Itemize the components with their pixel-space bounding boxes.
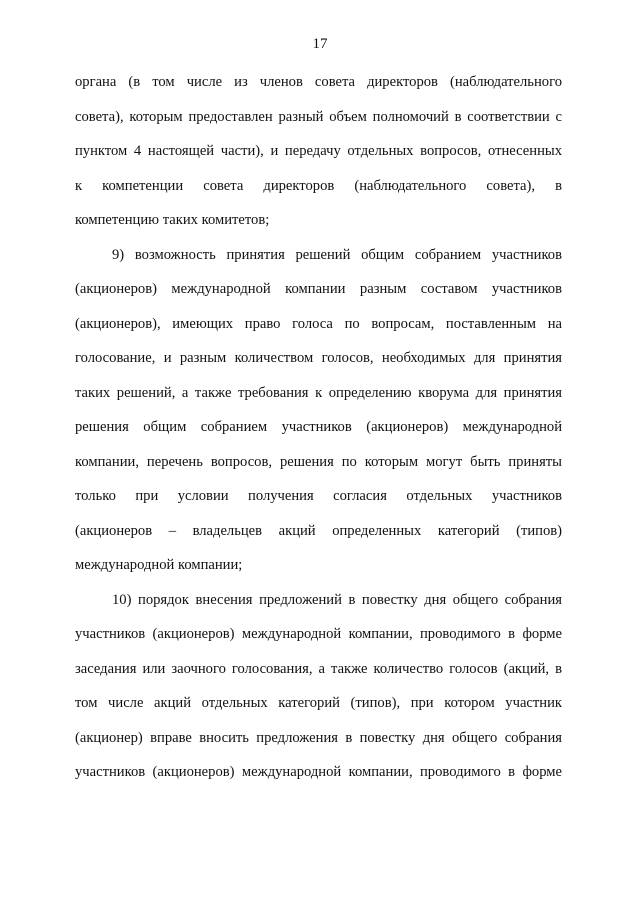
text-line: участников (акционеров) международной компании, проводимого в форме [75, 626, 562, 642]
text-line: том числе акций отдельных категорий (типов), при котором участник [75, 695, 562, 711]
text-line: (акционеров), имеющих право голоса по вопросам, поставленным на [75, 315, 562, 332]
text-line: (акционер) вправе вносить предложения в повестку дня общего собрания [75, 729, 562, 746]
text-line: компании, перечень вопросов, решения по которым могут быть приняты [75, 453, 562, 470]
text-line: 10) порядок внесения предложений в повестку дня общего собрания [112, 591, 562, 608]
text-line: только при условии получения согласия отдельных участников [75, 488, 562, 504]
text-line: компетенцию таких комитетов; [75, 212, 270, 228]
text-line: 9) возможность принятия решений общим собранием участников [112, 246, 562, 263]
text-line: к компетенции совета директоров (наблюдательного совета), в [75, 177, 562, 194]
text-line: заседания или заочного голосования, а также количество голосов (акций, в [75, 660, 562, 677]
text-line: пунктом 4 настоящей части), и передачу отдельных вопросов, отнесенных [75, 143, 562, 159]
text-line: голосование, и разным количеством голосов, необходимых для принятия [75, 350, 562, 366]
text-line: таких решений, а также требования к определению кворума для принятия [75, 384, 562, 401]
paragraph-item-10 [75, 590, 562, 797]
text-line: участников (акционеров) международной компании, проводимого в форме [75, 764, 562, 780]
text-line: международной компании; [75, 557, 243, 573]
text-line: (акционеров) международной компании разным составом участников [75, 281, 562, 297]
text-line: органа (в том числе из членов совета директоров (наблюдательного [75, 74, 562, 90]
text-line: совета), которым предоставлен разный объем полномочий в соответствии с [75, 108, 562, 125]
page-number: 17 [312, 36, 328, 52]
paragraph-continuation [75, 72, 562, 245]
paragraph-item-9 [75, 245, 562, 590]
document-body [75, 72, 562, 797]
text-line: решения общим собранием участников (акционеров) международной [75, 419, 562, 435]
text-line: (акционеров – владельцев акций определенных категорий (типов) [75, 522, 562, 539]
